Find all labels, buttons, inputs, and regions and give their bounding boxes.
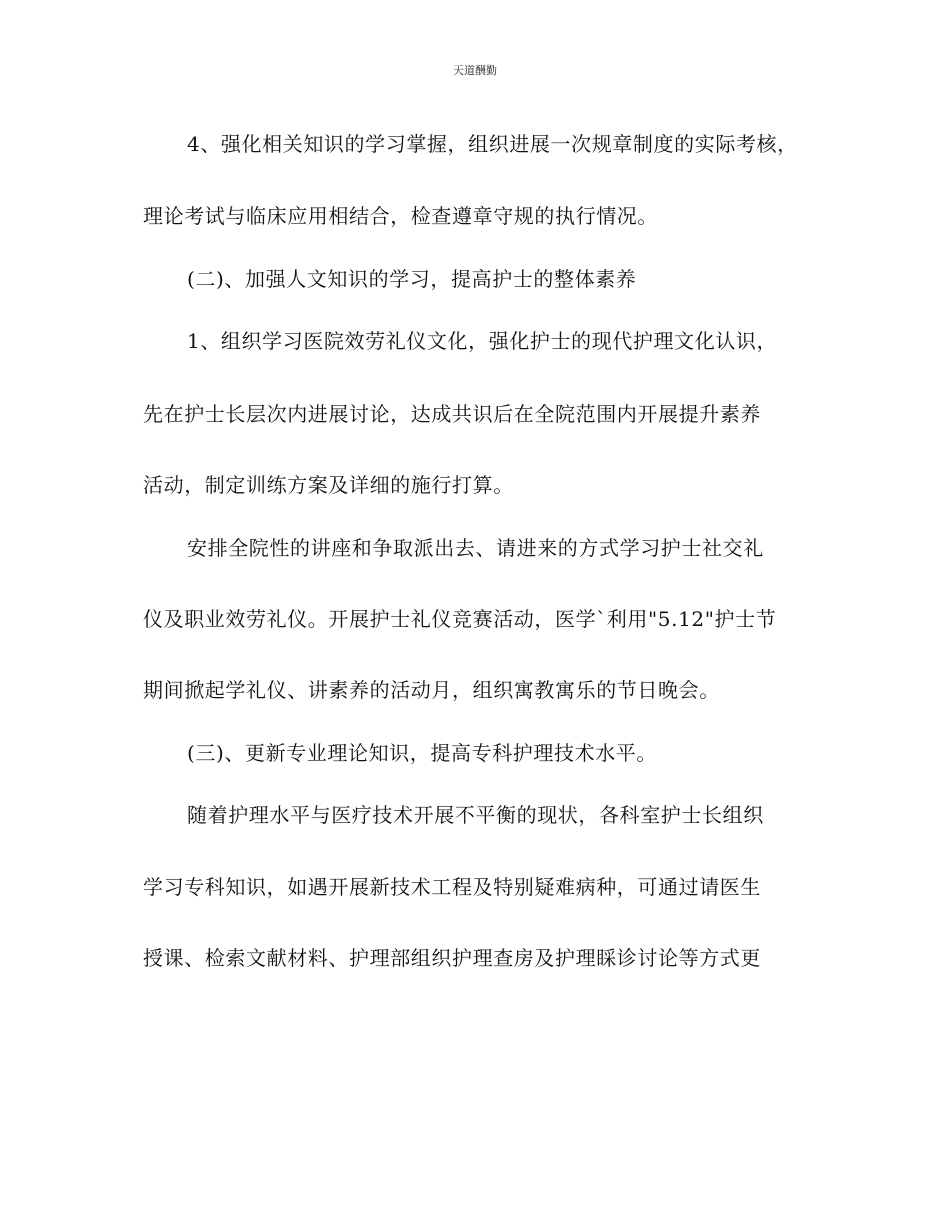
paragraph-line: 仪及职业效劳礼仪。开展护士礼仪竞赛活动，医学`利用"5.12"护士节 [143, 607, 777, 631]
paragraph-line: 期间掀起学礼仪、讲素养的活动月，组织寓教寓乐的节日晚会。 [143, 678, 720, 702]
paragraph-line: 4、强化相关知识的学习掌握，组织进展一次规章制度的实际考核， [187, 132, 798, 156]
paragraph-line: 先在护士长层次内进展讨论，达成共识后在全院范围内开展提升素养 [143, 402, 761, 426]
paragraph-line: 1、组织学习医院效劳礼仪文化，强化护士的现代护理文化认识， [187, 329, 778, 353]
paragraph-line: 活动，制定训练方案及详细的施行打算。 [143, 473, 514, 497]
paragraph-line: 随着护理水平与医疗技术开展不平衡的现状，各科室护士长组织 [187, 803, 764, 827]
paragraph-line: 安排全院性的讲座和争取派出去、请进来的方式学习护士社交礼 [187, 536, 764, 560]
section-heading: (三)、更新专业理论知识，提高专科护理技术水平。 [187, 741, 658, 765]
paragraph-line: 授课、检索文献材料、护理部组织护理查房及护理睬诊讨论等方式更 [143, 946, 761, 970]
paragraph-line: 理论考试与临床应用相结合，检查遵章守规的执行情况。 [143, 204, 658, 228]
paragraph-line: 学习专科知识，如遇开展新技术工程及特别疑难病种，可通过请医生 [143, 875, 761, 899]
section-heading: (二)、加强人文知识的学习，提高护士的整体素养 [187, 267, 637, 291]
page-header: 天道酬勤 [453, 64, 497, 77]
